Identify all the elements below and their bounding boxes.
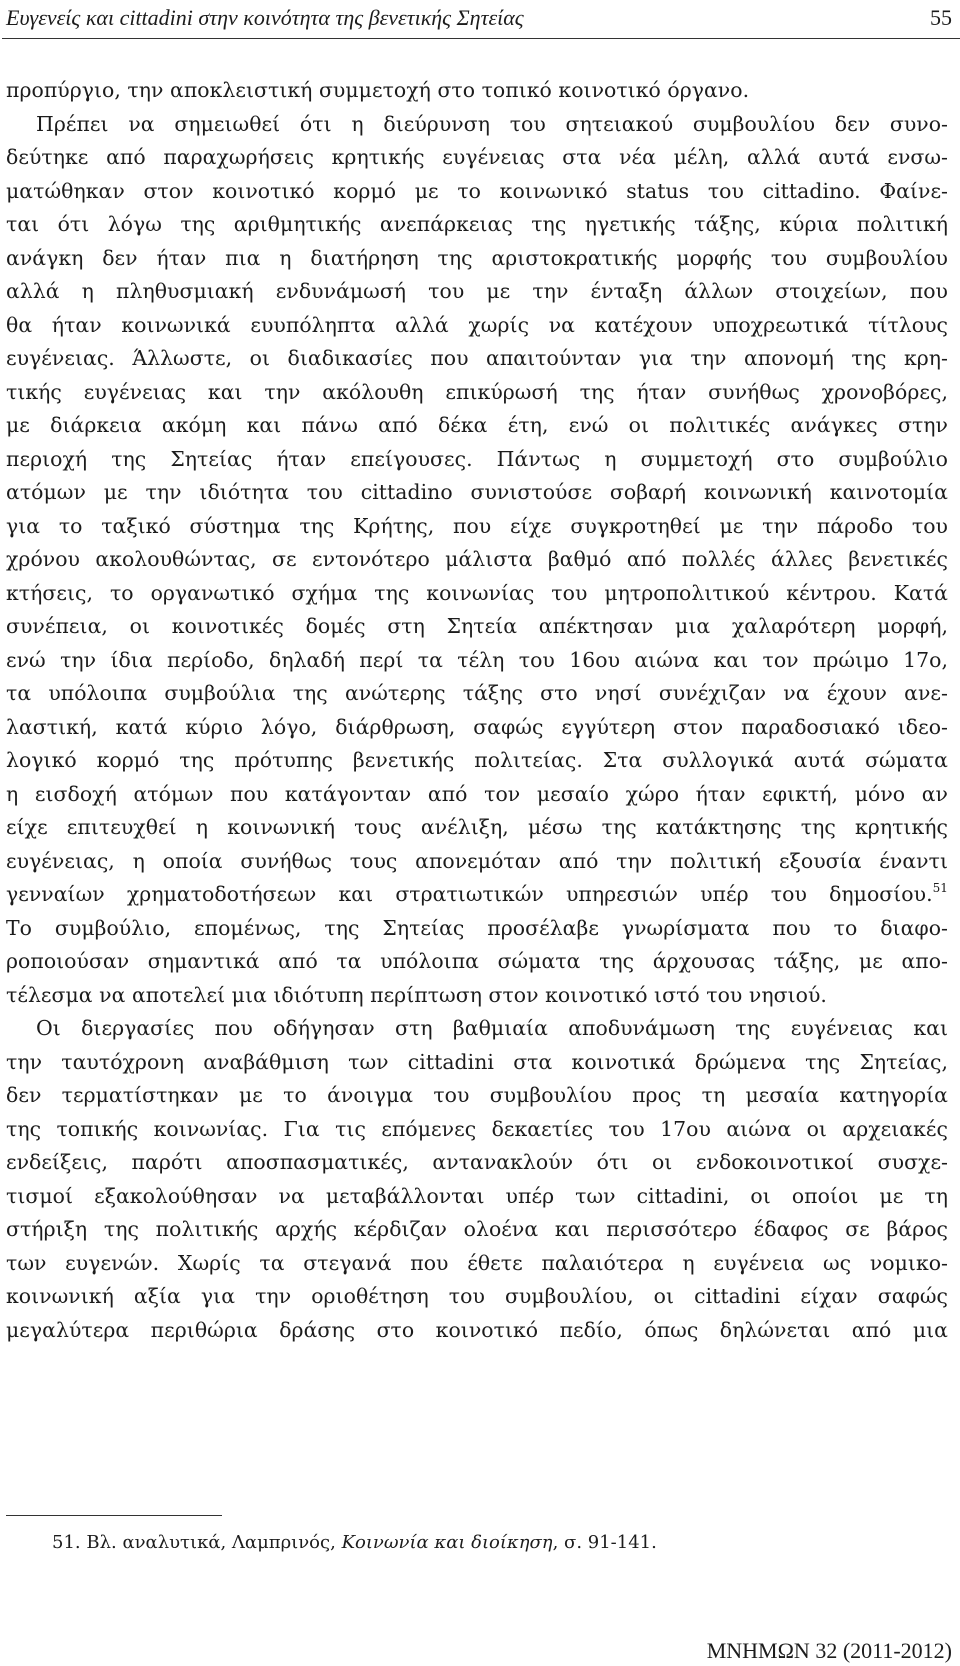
footnote-suffix: , σ. 91-141. bbox=[552, 1532, 657, 1553]
text-line: ται ότι λόγω της αριθμητικής ανεπάρκειας της ηγετικής τάξης, κύρια πολιτική bbox=[6, 212, 948, 236]
text-line: θα ήταν κοινωνικά ευυπόληπτα αλλά χωρίς να κατέχουν υποχρεωτικά τίτλους bbox=[6, 312, 948, 337]
text-line: ευγένειας, η οποία συνήθως τους απονεμόταν από την πολιτική εξουσία έναντι bbox=[6, 848, 948, 873]
text-line: κοινωνική αξία για την οριοθέτηση του συμβουλίου, οι cittadini είχαν σαφώς bbox=[6, 1284, 948, 1308]
page-header bbox=[6, 0, 952, 36]
page-number: 55 bbox=[930, 5, 952, 30]
text-line: ροποιούσαν σημαντικά από τα υπόλοιπα σώματα της άρχουσας τάξης, με απο- bbox=[6, 949, 948, 973]
text-line: τα υπόλοιπα συμβούλια της ανώτερης τάξης στο νησί συνέχιζαν να έχουν ανε- bbox=[6, 681, 948, 705]
text-line: ματώθηκαν στον κοινοτικό κορμό με το κοινωνικό status του cittadino. Φαίνε- bbox=[6, 178, 948, 203]
text-line: λογικό κορμό της πρότυπης βενετικής πολιτείας. Στα συλλογικά αυτά σώματα bbox=[6, 748, 948, 772]
text-line: μεγαλύτερα περιθώρια δράσης στο κοινοτικό πεδίο, όπως δηλώνεται από μια bbox=[6, 1317, 948, 1342]
journal-footer: ΜΝΗΜΩΝ 32 (2011-2012) bbox=[706, 1638, 952, 1663]
text-line: των ευγενών. Χωρίς τα στεγανά που έθετε παλαιότερα η ευγένεια ως νομικο- bbox=[6, 1250, 948, 1275]
text-line: ενώ την ίδια περίοδο, δηλαδή περί τα τέλη του 16ου αιώνα και τον πρώιμο 17ο, bbox=[6, 647, 948, 672]
footnote-number: 51. bbox=[52, 1532, 81, 1553]
text-line: με διάρκεια ακόμη και πάνω από δέκα έτη, ενώ οι πολιτικές ανάγκες στην bbox=[6, 413, 948, 437]
text-line: συνέπεια, οι κοινοτικές δομές στη Σητεία απέκτησαν μια χαλαρότερη μορφή, bbox=[6, 614, 948, 638]
header-rule bbox=[2, 38, 960, 39]
text-line: αλλά η πληθυσμιακή ενδυνάμωσή του με την ένταξη άλλων στοιχείων, που bbox=[6, 279, 948, 303]
text-line: η εισδοχή ατόμων που κατάγονταν από τον μεσαίο χώρο ήταν εφικτή, μόνο αν bbox=[6, 781, 948, 806]
text-line: Πρέπει να σημειωθεί ότι η διεύρυνση του σητειακού συμβουλίου δεν συνο- bbox=[36, 111, 948, 136]
text-line: λαστική, κατά κύριο λόγο, διάρθρωση, σαφώς εγγύτερη στον παραδοσιακό ιδεο- bbox=[6, 714, 948, 739]
footnote bbox=[52, 1530, 657, 1556]
text-line: τέλεσμα να αποτελεί μια ιδιότυπη περίπτωση στον κοινοτικό ιστό του νησιού. bbox=[6, 982, 827, 1007]
text-line: της τοπικής κοινωνίας. Για τις επόμενες δεκαετίες του 17ου αιώνα οι αρχειακές bbox=[6, 1116, 948, 1141]
text-line: για το ταξικό σύστημα της Κρήτης, που είχε συγκροτηθεί με την πάροδο του bbox=[6, 513, 948, 538]
text-line: προπύργιο, την αποκλειστική συμμετοχή στο τοπικό κοινοτικό όργανο. bbox=[6, 78, 750, 102]
text-line: Οι διεργασίες που οδήγησαν στη βαθμιαία αποδυνάμωση της ευγένειας και bbox=[36, 1016, 948, 1040]
text-line: ανάγκη δεν ήταν πια η διατήρηση της αριστοκρατικής μορφής του συμβουλίου bbox=[6, 245, 948, 270]
text-line: Το συμβούλιο, επομένως, της Σητείας προσέλαβε γνωρίσματα που το διαφο- bbox=[6, 915, 948, 940]
text-line: την ταυτόχρονη αναβάθμιση των cittadini στα κοινοτικά δρώμενα της Σητείας, bbox=[6, 1049, 948, 1074]
text-line: ατόμων με την ιδιότητα του cittadino συνιστούσε σοβαρή κοινωνική καινοτομία bbox=[6, 480, 948, 504]
text-line: τισμοί εξακολούθησαν να μεταβάλλονται υπέρ των cittadini, οι οποίοι με τη bbox=[6, 1183, 948, 1208]
text-line: στήριξη της πολιτικής αρχής κέρδιζαν ολοένα και περισσότερο έδαφος σε βάρος bbox=[6, 1217, 948, 1241]
footnote-prefix: Βλ. αναλυτικά, Λαμπρινός, bbox=[86, 1532, 336, 1553]
text-line: είχε επιτευχθεί η κοινωνική τους ανέλιξη, μέσω της κατάκτησης της κρητικής bbox=[6, 815, 948, 839]
text-line: τικής ευγένειας και την ακόλουθη επικύρωσή της ήταν συνήθως χρονοβόρες, bbox=[6, 379, 948, 404]
text-line-with-note bbox=[6, 878, 948, 912]
running-title: Ευγενείς και cittadini στην κοινότητα της βενετικής Σητείας bbox=[6, 5, 524, 30]
text-line: ευγένειας. Άλλωστε, οι διαδικασίες που απαιτούνταν για την απονομή της κρη- bbox=[6, 346, 948, 370]
footnote-rule bbox=[6, 1515, 222, 1516]
text-line-content: γενναίων χρηματοδοτήσεων και στρατιωτικών υπηρεσιών υπέρ του δημοσίου. bbox=[6, 882, 933, 906]
text-line: δεν τερματίστηκαν με το άνοιγμα του συμβουλίου προς τη μεσαία κατηγορία bbox=[6, 1083, 948, 1107]
text-line: δεύτηκε από παραχωρήσεις κρητικής ευγένειας στα νέα μέλη, αλλά αυτά ενσω- bbox=[6, 145, 948, 169]
footnote-reference: 51 bbox=[932, 881, 948, 895]
body-text bbox=[6, 74, 948, 1347]
text-line: περιοχή της Σητείας ήταν επείγουσες. Πάντως η συμμετοχή στο συμβούλιο bbox=[6, 446, 948, 471]
text-line: ενδείξεις, παρότι αποσπασματικές, αντανακλούν ότι οι ενδοκοινοτικοί συσχε- bbox=[6, 1150, 948, 1174]
text-line: χρόνου ακολουθώντας, σε εντονότερο μάλιστα βαθμό από πολλές άλλες βενετικές bbox=[6, 547, 948, 571]
text-line: κτήσεις, το οργανωτικό σχήμα της κοινωνίας του μητροπολιτικού κέντρου. Κατά bbox=[6, 580, 948, 605]
footnote-title: Κοινωνία και διοίκηση bbox=[341, 1532, 553, 1553]
